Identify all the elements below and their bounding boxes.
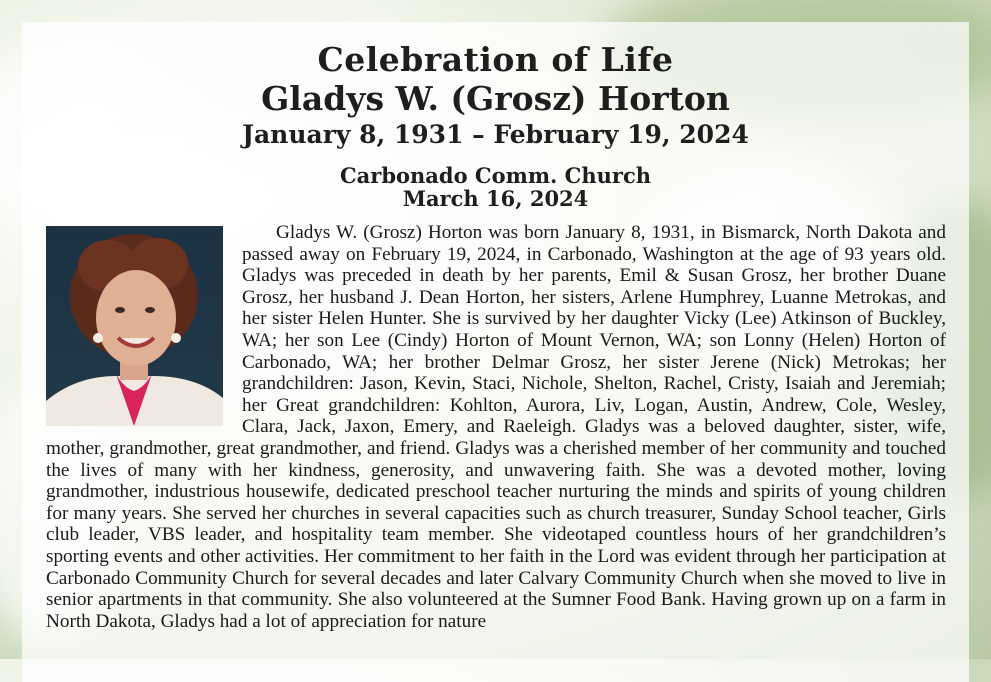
service-venue: Carbonado Comm. Church — [339, 163, 652, 188]
life-dates: January 8, 1931 – February 19, 2024 — [242, 120, 749, 149]
service-date: March 16, 2024 — [402, 186, 589, 211]
obituary-paragraph: Gladys W. (Grosz) Horton was born January 8, 1931, in Bismarck, North Dakota and passed away on February 19, 2024, in Carbonado, Washington at the age of 93 years old. Gladys was preceded in death by her parents, Emil & Susan Grosz, her brother Duane Grosz, her husband J. Dean Horton, her sisters, Arlene Humphrey, Luanne Metrokas, and her sister Helen Hunter. She is survived by her daughter Vicky (Lee) Atkinson of Buckley, WA; her son Lee (Cindy) Horton of Mount Vernon, WA; son Lonny (Helen) Horton of Carbonado, WA; her brother Delmar Grosz, her sister Jerene (Nick) Metrokas; her grandchildren: Jason, Kevin, Staci, Nichole, Shelton, Rachel, Cristy, Isaiah and Jeremiah; her Great grandchildren: Kohlton, Aurora, Liv, Logan, Austin, Andrew, Cole, Wesley, Clara, Jack, Jaxon, Emery, and Raeleigh. Gladys was a beloved daughter, sister, wife, mother, grandmother, great grandmother, and friend. Gladys was a cherished member of her community and touched the lives of many with her kindness, generosity, and unwavering faith. She was a devoted mother, loving grandmother, industrious housewife, dedicated preschool teacher nurturing the minds and spirits of young children for many years. She served her churches in several capacities such as church treasurer, Sunday School teacher, Girls club leader, VBS leader, and hospitality team member. She videotaped countless hours of her grandchildren’s sporting events and other activities. Her commitment to her faith in the Lord was evident through her participation at Carbonado Community Church for several decades and later Calvary Community Church when she moved to live in senior apartments in that community. She also volunteered at the Sumner Food Bank. Having grown up on a farm in North Dakota, Gladys had a lot of appreciation for nature — [46, 222, 946, 632]
obituary-text — [46, 222, 946, 632]
page-title: Celebration of Life — [317, 40, 674, 79]
photo-spacer — [46, 222, 242, 428]
deceased-name: Gladys W. (Grosz) Horton — [261, 79, 730, 118]
